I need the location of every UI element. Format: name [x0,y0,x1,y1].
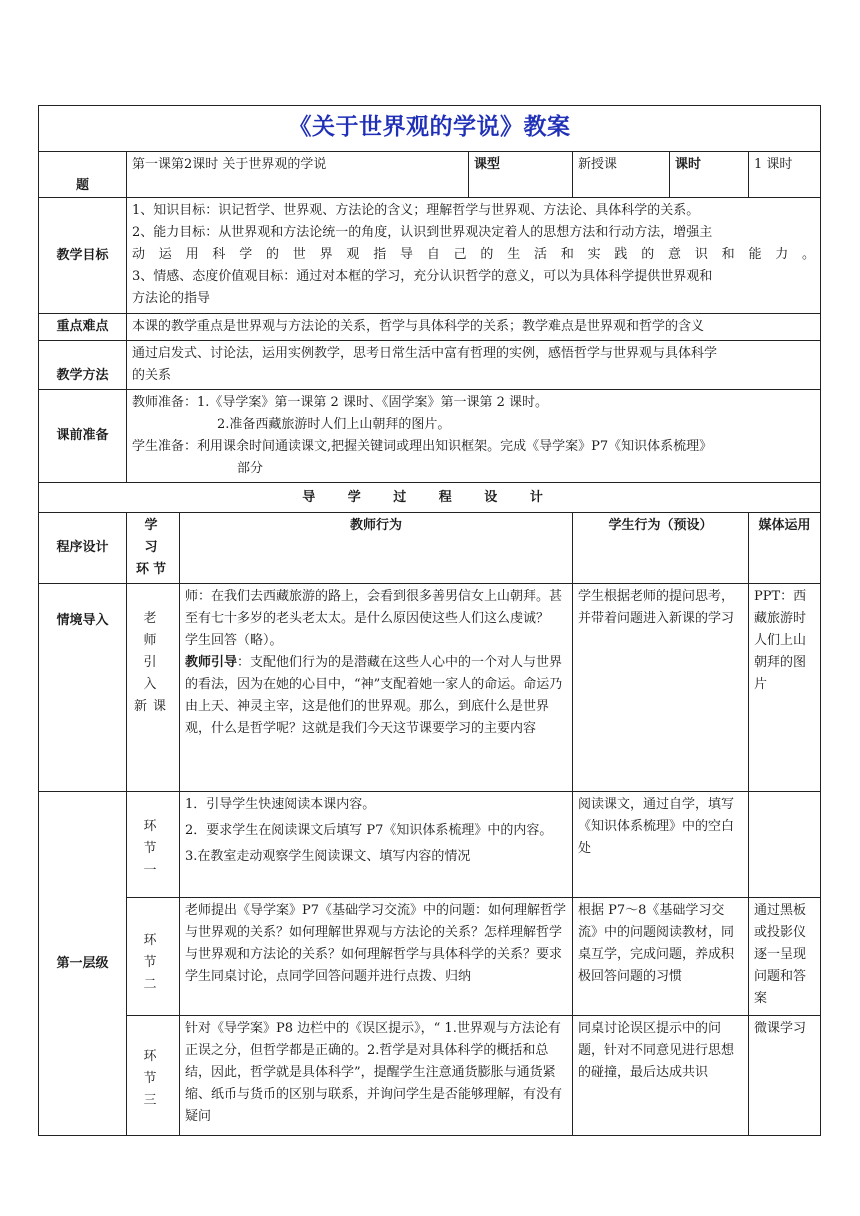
process-section-title: 导 学 过 程 设 计 [39,483,821,513]
col-media: 媒体运用 [749,513,821,584]
level1-step-2-student: 根据 P7～8《基础学习交流》中的问题阅读教材，同桌互学，完成问题，养成积极回答问题的习惯 [573,898,749,1016]
key-points-text: 本课的教学重点是世界观与方法论的关系，哲学与具体科学的关系；教学难点是世界观和哲学的含义 [127,314,821,341]
key-points-label: 重点难点 [39,314,127,341]
level1-step-1-teacher [180,792,573,898]
intro-teacher [180,584,573,792]
objective-line-1: 1、知识目标：识记哲学、世界观、方法论的含义；理解哲学与世界观、方法论、具体科学的关系。 [132,203,700,218]
student-prep-line-1: 学生准备：利用课余时间通读课文,把握关键词或理出知识框架。完成《导学案》P7《知识体系梳理》 [132,439,713,454]
intro-teacher-p1: 师：在我们去西藏旅游的路上，会看到很多善男信女上山朝拜。甚至有七十多岁的老头老太太。是什么原因使这些人们这么虔诚？ [185,589,563,626]
teacher-prep-line-2: 2.准备西藏旅游时人们上山朝拜的图片。 [217,417,451,432]
intro-program: 情境导入 [39,584,127,792]
topic-label: 题 [39,152,127,198]
preparation-content [127,390,821,483]
level1-step-2-media: 通过黑板或投影仪逐一呈现问题和答案 [749,898,821,1016]
preparation-label: 课前准备 [39,390,127,483]
level1-step-1-media [749,792,821,898]
title-cell [39,106,821,152]
col-program: 程序设计 [39,513,127,584]
intro-step: 老 师 引 入 新课 [127,584,180,792]
level1-step-3-teacher: 针对《导学案》P8 边栏中的《误区提示》，“ 1.世界观与方法论有正误之分，但哲学都是正确的。2.哲学是对具体科学的概括和总结，因此，哲学就是具体科学”，提醒学生注意通货膨胀与通货紧缩、纸币与货币的区别与联系，并询问学生是否能够理解，有没有疑问 [180,1016,573,1136]
level1-program: 第一层级 [39,792,127,1136]
hours-label: 课时 [670,152,749,198]
level1-step-1: 环 节 一 [127,792,180,898]
level1-step-3-media: 微课学习 [749,1016,821,1136]
level1-step-2-teacher: 老师提出《导学案》P7《基础学习交流》中的问题：如何理解哲学与世界观的关系？如何理解世界观与方法论的关系？怎样理解哲学与世界观和方法论的关系？如何理解哲学与具体科学的关系？要求学生同桌讨论，点同学回答问题并进行点拨、归纳 [180,898,573,1016]
intro-teacher-guide [185,652,567,740]
hours-value: 1 课时 [749,152,821,198]
teacher-prep-line-1: 教师准备：1.《导学案》第一课第 2 课时、《固学案》第一课第 2 课时。 [132,395,548,410]
methods-label: 教学方法 [39,341,127,390]
step1-item-1: 1．引导学生快速阅读本课内容。 [185,797,376,812]
teacher-guide-text: ：支配他们行为的是潜藏在这些人心中的一个对人与世界的看法，因为在她的心目中，“神”支配着她一家人的命运。命运乃由上天、神灵主宰，这是他们的世界观。那么，到底什么是世界观，什么是哲学呢？这就是我们今天这节课要学习的主要内容 [185,655,563,736]
intro-media: PPT：西藏旅游时人们上山朝拜的图片 [749,584,821,792]
intro-student: 学生根据老师的提问思考，并带着问题进入新课的学习 [573,584,749,792]
level1-step-3-student: 同桌讨论误区提示中的问题，针对不同意见进行思想的碰撞，最后达成共识 [573,1016,749,1136]
type-label: 课型 [469,152,573,198]
methods-line-1: 通过启发式、讨论法，运用实例教学，思考日常生活中富有哲理的实例，感悟哲学与世界观与具体科学 [132,346,718,361]
methods-line-2: 的关系 [132,368,172,383]
topic-value: 第一课第2课时 关于世界观的学说 [127,152,469,198]
col-student: 学生行为（预设） [573,513,749,584]
intro-teacher-p2: 学生回答（略）。 [185,633,283,648]
type-value: 新授课 [573,152,670,198]
level1-step-1-student: 阅读课文，通过自学，填写《知识体系梳理》中的空白处 [573,792,749,898]
page-title: 《关于世界观的学说》教案 [288,113,571,140]
level1-step-2: 环 节 二 [127,898,180,1016]
objective-line-2: 2、能力目标：从世界观和方法论统一的角度，认识到世界观决定着人的思想方法和行动方法，增强主 [132,225,713,240]
student-prep-line-2: 部分 [237,461,264,476]
objectives-label: 教学目标 [39,198,127,314]
col-step: 学 习 环节 [127,513,180,584]
methods-content [127,341,821,390]
lesson-plan-table [38,105,821,1136]
objective-line-4: 3、情感、态度价值观目标：通过对本框的学习，充分认识哲学的意义，可以为具体科学提供世界观和 [132,269,713,284]
objectives-content [127,198,821,314]
objective-line-3: 动运用科学的世界观指导自己的生活和实践的意识和能力。 [132,247,816,262]
step1-item-2: 2．要求学生在阅读课文后填写 P7《知识体系梳理》中的内容。 [185,823,553,838]
objective-line-5: 方法论的指导 [132,291,211,306]
col-teacher: 教师行为 [180,513,573,584]
level1-step-3: 环 节 三 [127,1016,180,1136]
teacher-guide-label: 教师引导 [185,655,238,670]
step1-item-3: 3.在教室走动观察学生阅读课文、填写内容的情况 [185,849,471,864]
